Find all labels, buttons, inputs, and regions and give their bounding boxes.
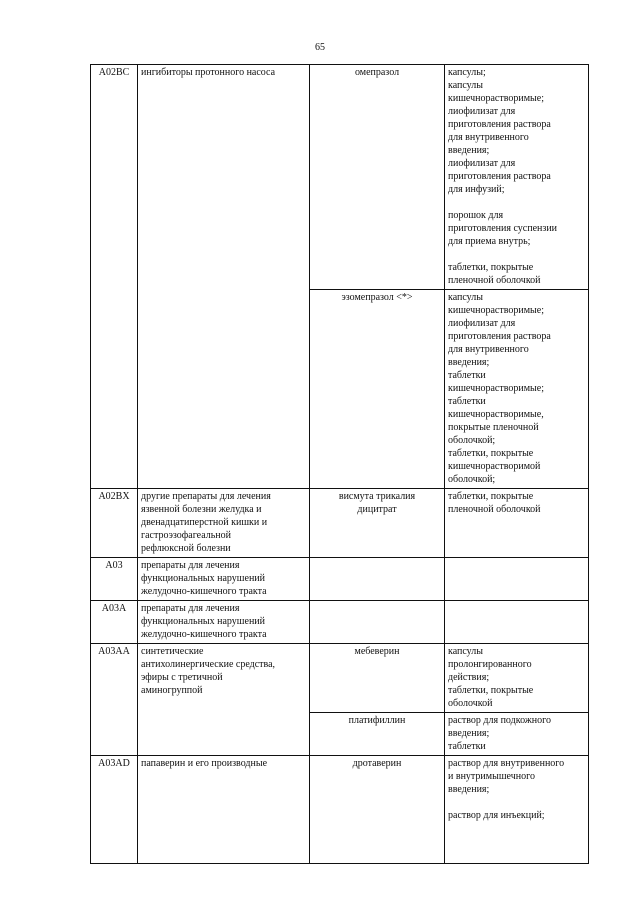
dosage-form-cell bbox=[445, 601, 589, 644]
cell-line: аминогруппой bbox=[141, 685, 203, 696]
cell-line: приготовления суспензии bbox=[448, 223, 558, 234]
blank-line bbox=[448, 835, 585, 848]
blank-line bbox=[448, 196, 585, 209]
atc-code-cell: A02BC bbox=[91, 65, 138, 489]
dosage-form-cell bbox=[445, 65, 589, 290]
atc-code-cell: A03AD bbox=[91, 756, 138, 864]
cell-line: лиофилизат для bbox=[448, 106, 516, 117]
cell-line: препараты для лечения bbox=[141, 560, 240, 571]
cell-line: и внутримышечного bbox=[448, 771, 535, 782]
cell-line: таблетки bbox=[448, 741, 486, 752]
cell-line: приготовления раствора bbox=[448, 171, 551, 182]
blank-line bbox=[448, 796, 585, 809]
blank-line bbox=[448, 848, 585, 861]
drug-name-cell bbox=[310, 558, 445, 601]
cell-line: капсулы bbox=[448, 80, 483, 91]
cell-line: функциональных нарушений bbox=[141, 573, 265, 584]
cell-line: приготовления раствора bbox=[448, 119, 551, 130]
cell-line: таблетки, покрытые bbox=[448, 491, 534, 502]
drug-name-cell bbox=[310, 644, 445, 713]
table-row bbox=[91, 601, 589, 644]
drug-name-cell bbox=[310, 65, 445, 290]
cell-line: мебеверин bbox=[354, 646, 400, 657]
cell-line: пленочной оболочкой bbox=[448, 275, 541, 286]
cell-line: раствор для внутривенного bbox=[448, 758, 565, 769]
cell-line: препараты для лечения bbox=[141, 603, 240, 614]
cell-line: действия; bbox=[448, 672, 490, 683]
cell-line: рефлюксной болезни bbox=[141, 543, 231, 554]
cell-line: таблетки, покрытые bbox=[448, 262, 534, 273]
blank-line bbox=[448, 822, 585, 835]
medication-table bbox=[90, 64, 589, 864]
blank-line bbox=[448, 248, 585, 261]
cell-line: капсулы bbox=[448, 292, 483, 303]
cell-line: язвенной болезни желудка и bbox=[141, 504, 262, 515]
table-row bbox=[91, 644, 589, 713]
cell-line: желудочно-кишечного тракта bbox=[141, 629, 267, 640]
group-name-cell bbox=[138, 558, 310, 601]
table-row bbox=[91, 756, 589, 864]
cell-line: для внутривенного bbox=[448, 344, 529, 355]
cell-line: для приема внутрь; bbox=[448, 236, 531, 247]
cell-line: синтетические bbox=[141, 646, 204, 657]
cell-line: кишечнорастворимые; bbox=[448, 383, 544, 394]
cell-line: омепразол bbox=[354, 67, 400, 78]
cell-line: оболочкой; bbox=[448, 474, 496, 485]
cell-line: приготовления раствора bbox=[448, 331, 551, 342]
cell-line: раствор для инъекций; bbox=[448, 810, 545, 821]
cell-line: двенадцатиперстной кишки и bbox=[141, 517, 268, 528]
cell-line: антихолинергические средства, bbox=[141, 659, 276, 670]
dosage-form-cell bbox=[445, 756, 589, 864]
cell-line: введения; bbox=[448, 357, 490, 368]
cell-line: таблетки bbox=[448, 396, 486, 407]
group-name-cell bbox=[138, 601, 310, 644]
cell-line: эзомепразол <*> bbox=[341, 292, 413, 303]
dosage-form-cell bbox=[445, 489, 589, 558]
cell-line: раствор для подкожного bbox=[448, 715, 551, 726]
cell-line: для внутривенного bbox=[448, 132, 529, 143]
atc-code-cell: A02BX bbox=[91, 489, 138, 558]
cell-line: висмута трикалия bbox=[338, 491, 416, 502]
group-name-cell bbox=[138, 756, 310, 864]
cell-line: дицитрат bbox=[357, 504, 397, 515]
table-row bbox=[91, 558, 589, 601]
cell-line: оболочкой bbox=[448, 698, 493, 709]
drug-name-cell bbox=[310, 756, 445, 864]
cell-line: кишечнорастворимые, bbox=[448, 409, 544, 420]
cell-line: введения; bbox=[448, 728, 490, 739]
cell-line: оболочкой; bbox=[448, 435, 496, 446]
cell-line: для инфузий; bbox=[448, 184, 505, 195]
group-name-cell bbox=[138, 489, 310, 558]
cell-line: пролонгированного bbox=[448, 659, 532, 670]
drug-name-cell bbox=[310, 713, 445, 756]
dosage-form-cell bbox=[445, 290, 589, 489]
dosage-form-cell bbox=[445, 713, 589, 756]
atc-code-cell: A03A bbox=[91, 601, 138, 644]
cell-line: лиофилизат для bbox=[448, 158, 516, 169]
cell-line: таблетки, покрытые bbox=[448, 448, 534, 459]
cell-line: дротаверин bbox=[352, 758, 402, 769]
cell-line: кишечнорастворимые; bbox=[448, 305, 544, 316]
atc-code-cell: A03AA bbox=[91, 644, 138, 756]
cell-line: гастроэзофагеальной bbox=[141, 530, 232, 541]
table-row bbox=[91, 65, 589, 290]
cell-line: эфиры с третичной bbox=[141, 672, 223, 683]
cell-line: таблетки, покрытые bbox=[448, 685, 534, 696]
cell-line: порошок для bbox=[448, 210, 504, 221]
dosage-form-cell bbox=[445, 644, 589, 713]
group-name-cell bbox=[138, 65, 310, 489]
drug-name-cell bbox=[310, 601, 445, 644]
cell-line: лиофилизат для bbox=[448, 318, 516, 329]
cell-line: кишечнорастворимой bbox=[448, 461, 541, 472]
page-number: 65 bbox=[315, 42, 325, 53]
cell-line: кишечнорастворимые; bbox=[448, 93, 544, 104]
cell-line: папаверин и его производные bbox=[141, 758, 268, 769]
cell-line: таблетки bbox=[448, 370, 486, 381]
cell-line: введения; bbox=[448, 145, 490, 156]
cell-line: функциональных нарушений bbox=[141, 616, 265, 627]
drug-name-cell bbox=[310, 290, 445, 489]
drug-name-cell bbox=[310, 489, 445, 558]
cell-line: покрытые пленочной bbox=[448, 422, 539, 433]
cell-line: введения; bbox=[448, 784, 490, 795]
cell-line: ингибиторы протонного насоса bbox=[141, 67, 276, 78]
cell-line: другие препараты для лечения bbox=[141, 491, 271, 502]
cell-line: капсулы; bbox=[448, 67, 486, 78]
cell-line: платифиллин bbox=[348, 715, 406, 726]
atc-code-cell: A03 bbox=[91, 558, 138, 601]
cell-line: желудочно-кишечного тракта bbox=[141, 586, 267, 597]
cell-line: пленочной оболочкой bbox=[448, 504, 541, 515]
table-row bbox=[91, 489, 589, 558]
group-name-cell bbox=[138, 644, 310, 756]
dosage-form-cell bbox=[445, 558, 589, 601]
cell-line: капсулы bbox=[448, 646, 483, 657]
